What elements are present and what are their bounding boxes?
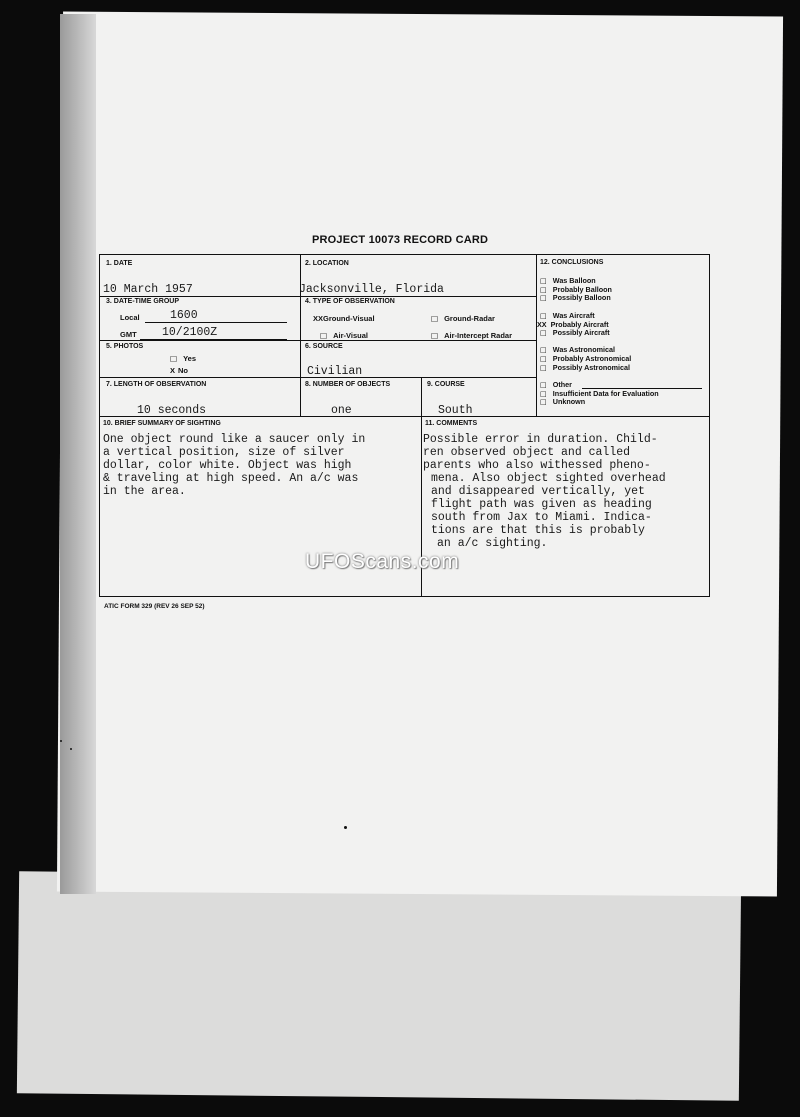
air-visual-label: Air-Visual — [333, 331, 368, 340]
conclusion-item — [540, 354, 631, 363]
summary-line: in the area. — [103, 485, 186, 498]
gmt-label: GMT — [120, 330, 137, 339]
conclusions-label: 12. CONCLUSIONS — [540, 259, 604, 266]
local-value: 1600 — [170, 309, 198, 322]
checkbox-icon: □ — [540, 389, 547, 398]
air-visual-option — [320, 331, 368, 340]
conclusion-item-label: Was Astronomical — [552, 345, 615, 354]
lower-page-sheet — [17, 871, 741, 1101]
datetime-group-label: 3. DATE-TIME GROUP — [106, 298, 179, 305]
conclusion-item-label: Probably Aircraft — [550, 320, 609, 329]
location-value: Jacksonville, Florida — [299, 283, 444, 296]
conclusion-item — [540, 293, 611, 302]
ground-visual-label: Ground-Visual — [323, 314, 375, 323]
checkbox-icon: □ — [540, 363, 547, 372]
source-label: 6. SOURCE — [305, 343, 343, 350]
ground-radar-option — [431, 314, 495, 323]
checkbox-icon: □ — [540, 276, 547, 285]
comment-line: and disappeared vertically, yet — [431, 485, 645, 498]
conclusion-item-label: Probably Balloon — [552, 285, 612, 294]
location-label: 2. LOCATION — [305, 260, 349, 267]
conclusion-item — [540, 397, 585, 406]
comment-line: ren observed object and called — [423, 446, 631, 459]
course-label: 9. COURSE — [427, 381, 465, 388]
num-objects-label: 8. NUMBER OF OBJECTS — [305, 381, 391, 388]
conclusion-item-label: Possibly Balloon — [552, 293, 611, 302]
grid-line — [100, 340, 536, 341]
source-value: Civilian — [307, 365, 363, 378]
comment-line: tions are that this is probably — [431, 524, 645, 537]
conclusion-item — [540, 311, 595, 320]
form-footer: ATIC FORM 329 (REV 26 SEP 52) — [104, 603, 205, 610]
summary-line: & traveling at high speed. An a/c was — [103, 472, 359, 485]
conclusion-item-label: Other — [552, 380, 572, 389]
local-underline — [145, 322, 287, 323]
photos-no-label: No — [178, 366, 189, 375]
num-objects-value: one — [331, 404, 352, 417]
comment-line: parents who also withessed pheno- — [423, 459, 651, 472]
conclusion-item — [540, 276, 596, 285]
conclusion-item-label: Insufficient Data for Evaluation — [552, 389, 659, 398]
conclusion-item-label: Probably Astronomical — [552, 354, 632, 363]
dust-speck — [70, 748, 72, 750]
conclusion-item — [540, 363, 630, 372]
comment-line: flight path was given as heading — [431, 498, 652, 511]
observation-type-label: 4. TYPE OF OBSERVATION — [305, 298, 395, 305]
conclusion-item-label: Possibly Aircraft — [552, 328, 610, 337]
local-label: Local — [120, 313, 140, 322]
grid-line — [536, 255, 537, 416]
comments-label: 11. COMMENTS — [425, 420, 478, 427]
checkbox-icon: □ — [540, 311, 547, 320]
checkbox-icon: □ — [540, 345, 547, 354]
length-label: 7. LENGTH OF OBSERVATION — [106, 381, 207, 388]
date-value: 10 March 1957 — [103, 283, 193, 296]
grid-line — [300, 255, 301, 416]
ground-visual-mark: XX — [313, 314, 324, 323]
photos-yes-label: Yes — [183, 354, 197, 363]
page-shadow-edge — [60, 14, 96, 894]
course-value: South — [438, 404, 473, 417]
conclusion-item — [540, 345, 615, 354]
comment-line: south from Jax to Miami. Indica- — [431, 511, 652, 524]
photos-yes-option — [170, 354, 196, 363]
length-value: 10 seconds — [137, 404, 207, 417]
checkbox-icon: □ — [540, 285, 547, 294]
dust-speck — [60, 740, 62, 742]
gmt-value: 10/2100Z — [162, 326, 218, 339]
conclusion-item-label: Possibly Astronomical — [552, 363, 631, 372]
checkbox-icon: □ — [320, 331, 328, 340]
summary-line: a vertical position, size of silver — [103, 446, 345, 459]
checkbox-icon: □ — [540, 380, 547, 389]
conclusion-item-label: Unknown — [552, 397, 586, 406]
comment-line: an a/c sighting. — [437, 537, 548, 550]
ground-visual-option — [313, 314, 375, 323]
probably-aircraft-mark: XX — [537, 320, 547, 329]
conclusion-item-label: Was Balloon — [552, 276, 596, 285]
photos-no-option — [170, 366, 188, 375]
comment-line: mena. Also object sighted overhead — [431, 472, 666, 485]
checkbox-icon: □ — [540, 293, 547, 302]
photos-label: 5. PHOTOS — [106, 343, 144, 350]
summary-line: dollar, color white. Object was high — [103, 459, 352, 472]
air-intercept-radar-label: Air-Intercept Radar — [444, 331, 513, 340]
conclusion-item — [540, 380, 572, 389]
ground-radar-label: Ground-Radar — [444, 314, 495, 323]
checkbox-icon: □ — [431, 331, 439, 340]
summary-label: 10. BRIEF SUMMARY OF SIGHTING — [103, 420, 221, 427]
conclusion-item-label: Was Aircraft — [552, 311, 595, 320]
checkbox-icon: □ — [431, 314, 439, 323]
checkbox-icon: □ — [170, 354, 178, 363]
card-title: PROJECT 10073 RECORD CARD — [312, 234, 489, 246]
checkbox-icon: □ — [540, 354, 547, 363]
watermark: UFOScans.com — [305, 550, 460, 573]
grid-line — [100, 296, 536, 297]
gmt-underline — [140, 339, 287, 340]
conclusion-item — [540, 328, 610, 337]
air-intercept-radar-option — [431, 331, 512, 340]
checkbox-icon: □ — [540, 397, 547, 406]
checkbox-icon: □ — [540, 328, 547, 337]
date-label: 1. DATE — [106, 260, 133, 267]
summary-line: One object round like a saucer only in — [103, 433, 366, 446]
dust-speck — [344, 826, 347, 829]
comment-line: Possible error in duration. Child- — [423, 433, 658, 446]
photos-no-mark: X — [170, 366, 176, 375]
